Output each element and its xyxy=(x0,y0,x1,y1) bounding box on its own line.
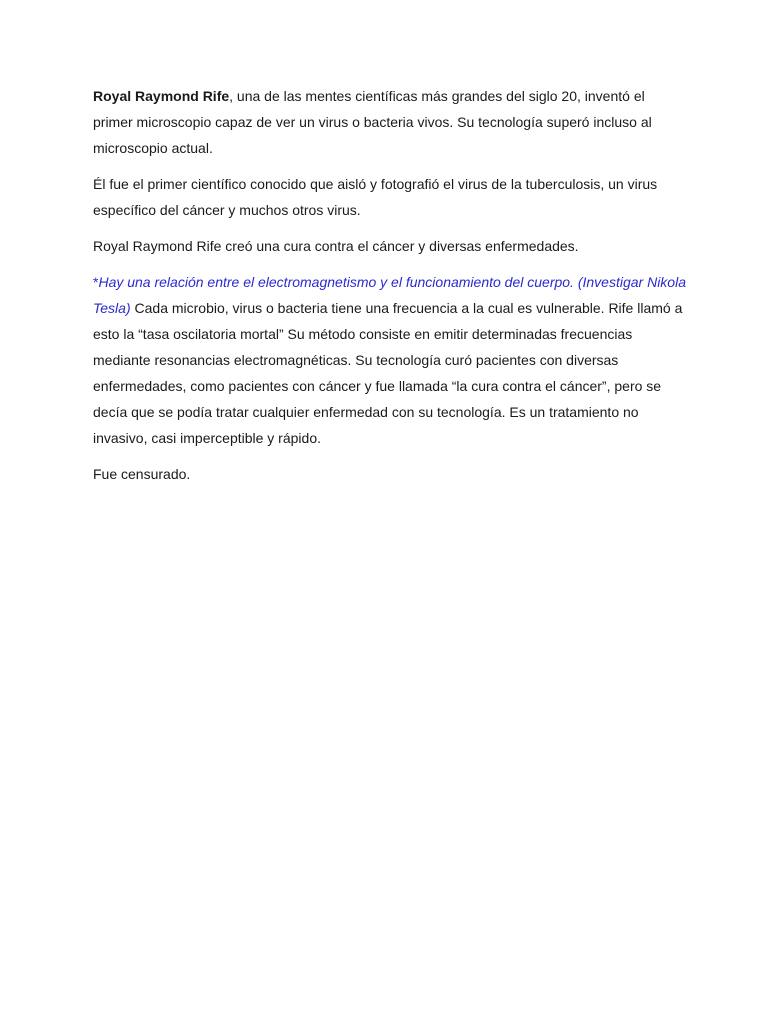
paragraph-cure-text: Royal Raymond Rife creó una cura contra el cáncer y diversas enfermedades. xyxy=(93,238,579,254)
paragraph-intro xyxy=(93,83,688,161)
person-name: Royal Raymond Rife xyxy=(93,88,230,104)
paragraph-method-text: Cada microbio, virus o bacteria tiene una frecuencia a la cual es vulnerable. Rife llamó a esto la “tasa oscilatoria mortal” Su método consiste en emitir determinadas frecuencias mediante resonancias electromagnéticas. Su tecnología curó pacientes con diversas enfermedades, como pacientes con cáncer y fue llamada “la cura contra el cáncer”, pero se decía que se podía tratar cualquier enfermedad con su tecnología. Es un tratamiento no invasivo, casi imperceptible y rápido. xyxy=(93,300,683,446)
paragraph-discovery xyxy=(93,171,688,223)
asterisk-marker: * xyxy=(93,274,99,290)
highlighted-note: Hay una relación entre el electromagnetismo y el funcionamiento del cuerpo. (Investigar Nikola Tesla) xyxy=(93,274,686,316)
paragraph-censored-text: Fue censurado. xyxy=(93,466,191,482)
paragraph-method xyxy=(93,269,688,451)
paragraph-discovery-text: Él fue el primer científico conocido que aisló y fotografió el virus de la tuberculosis, un virus específico del cáncer y muchos otros virus. xyxy=(93,176,658,218)
paragraph-intro-text: , una de las mentes científicas más grandes del siglo 20, inventó el primer microscopio capaz de ver un virus o bacteria vivos. Su tecnología superó incluso al microscopio actual. xyxy=(93,88,652,156)
paragraph-cure xyxy=(93,233,688,259)
paragraph-censored xyxy=(93,461,688,487)
